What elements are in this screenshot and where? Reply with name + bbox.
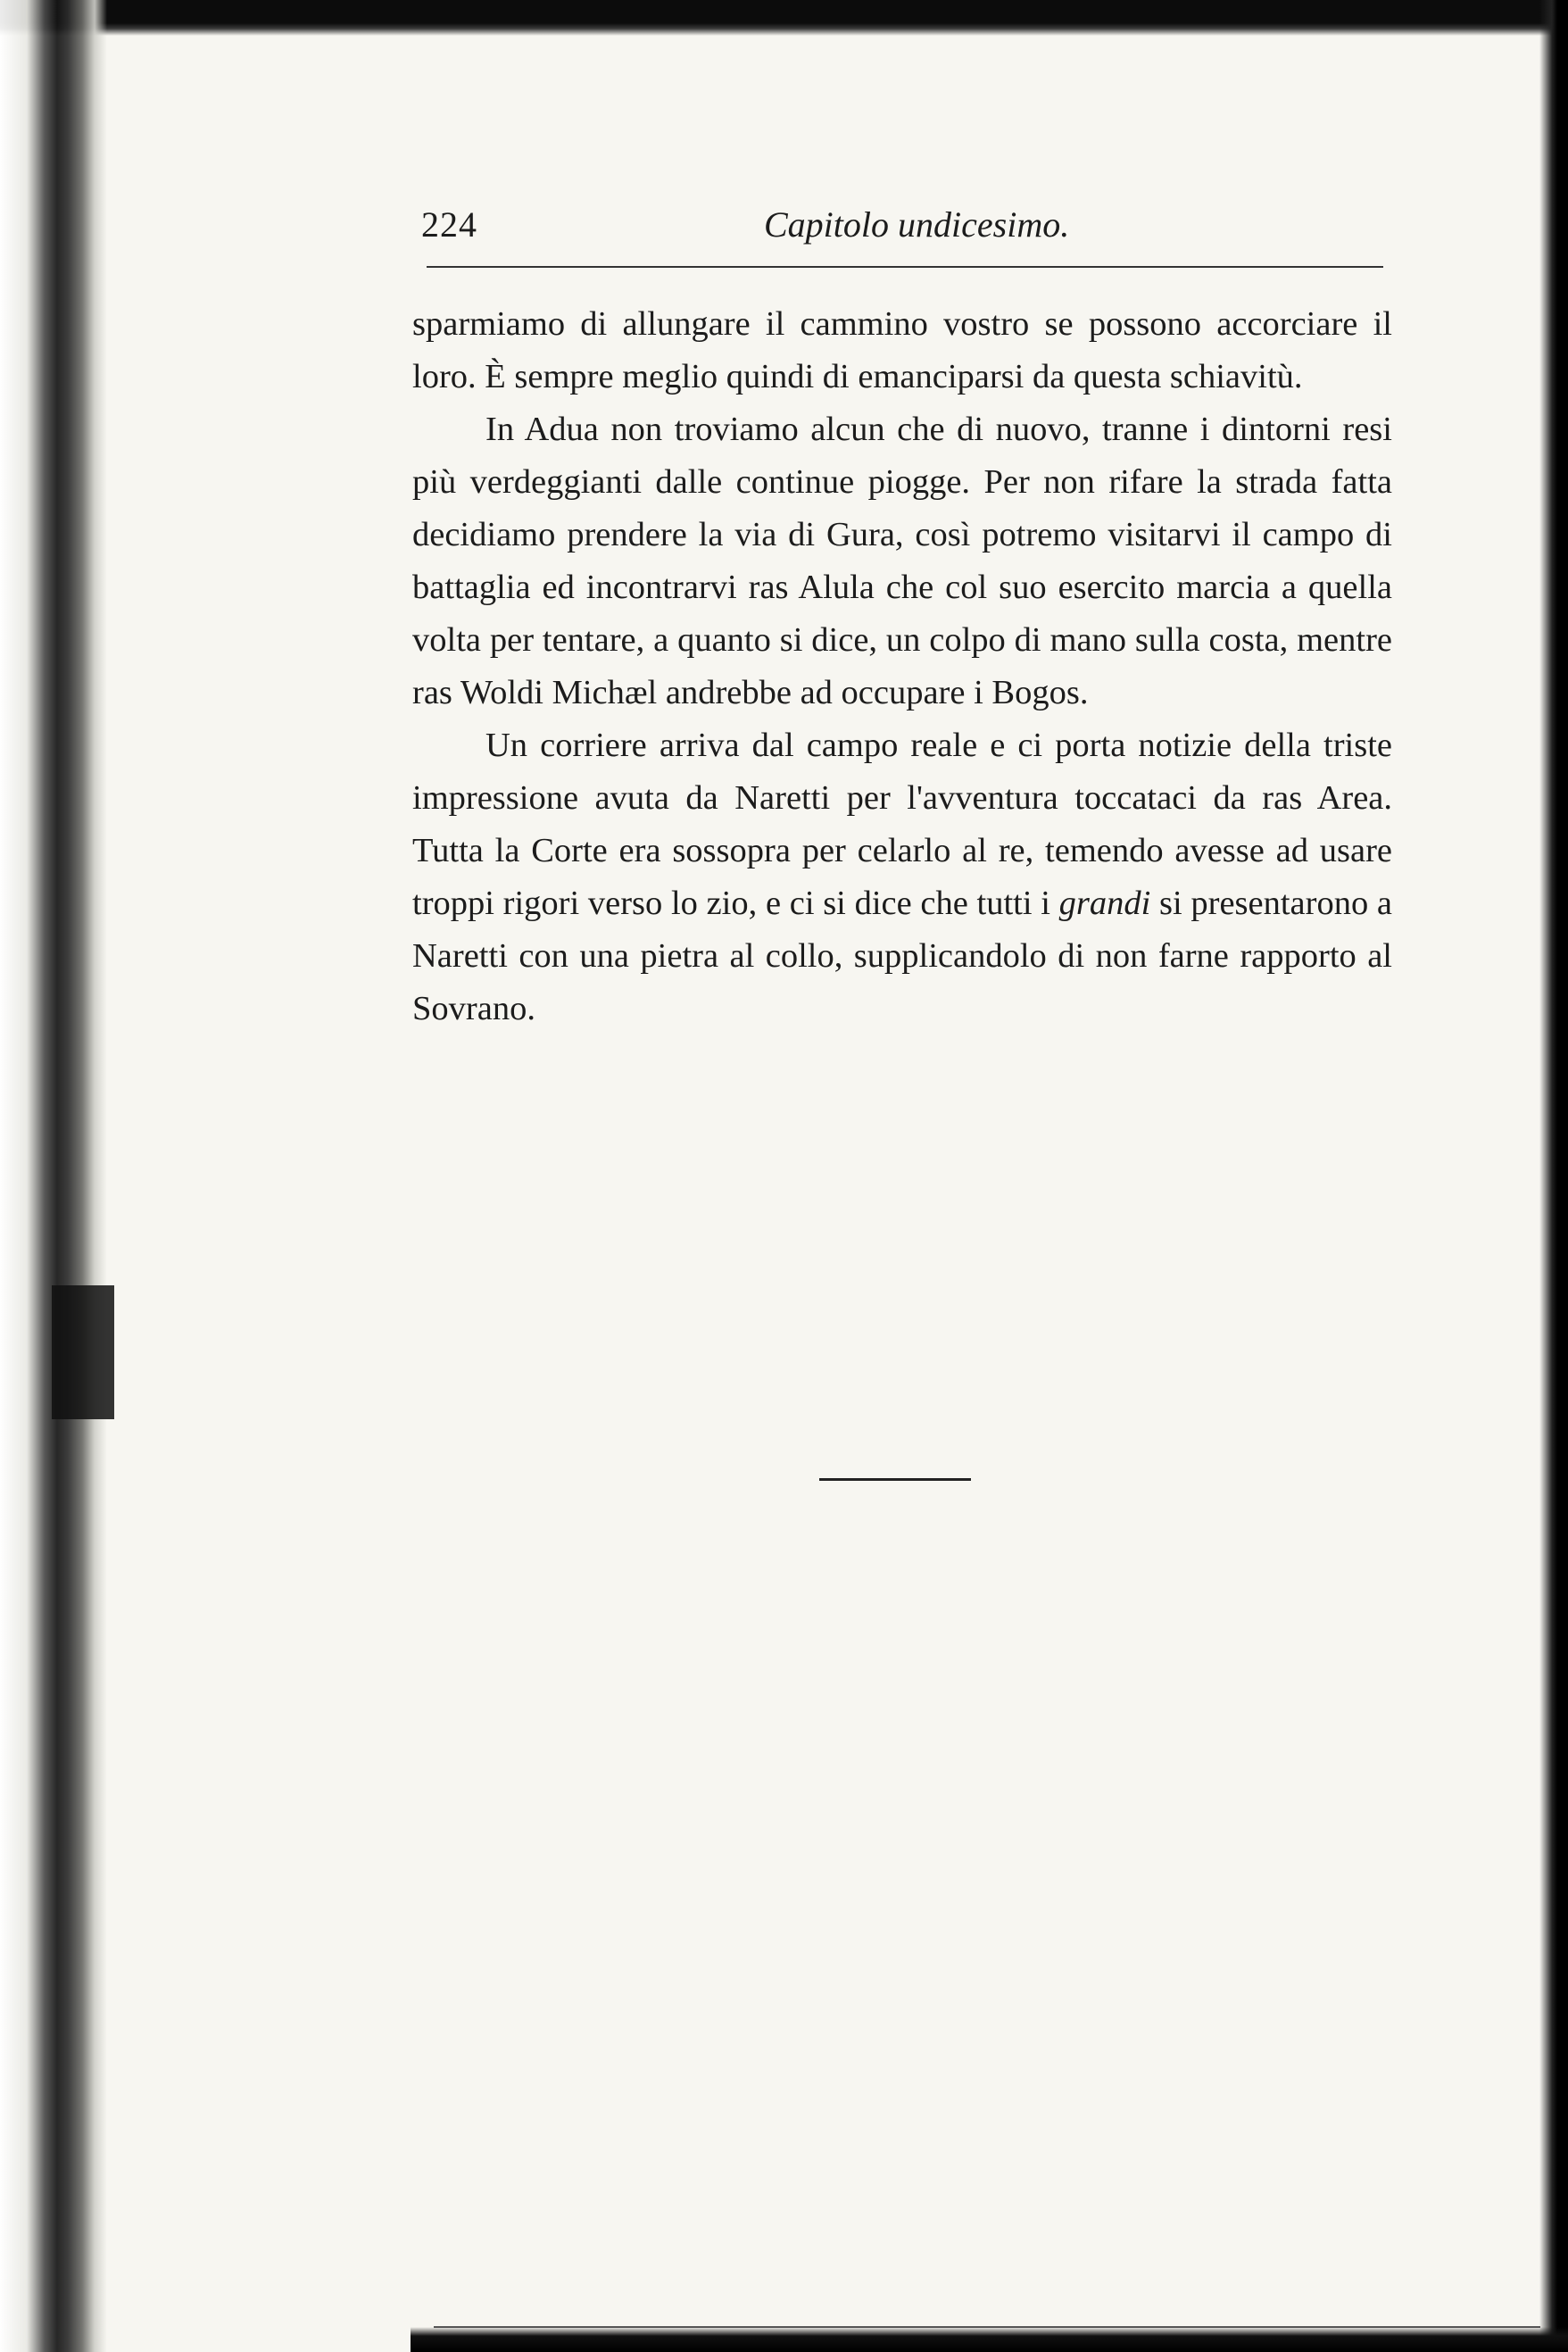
paragraph-3-italic: grandi: [1058, 885, 1151, 922]
paragraph-3-text: Un corriere arriva dal campo reale e ci porta notizie della triste impressione avuta da Naretti per l'avventura toccataci da ras Area. Tutta la Corte era sossopra per celarlo al re, temendo avesse ad usare troppi rigori verso lo zio, e ci si dice che tutti i: [412, 727, 1392, 922]
bottom-rule: [434, 2326, 1540, 2328]
header-rule: [427, 266, 1383, 268]
scan-right-edge: [1539, 0, 1568, 2352]
page-header: [409, 198, 1390, 252]
paragraph-2: [412, 403, 1392, 719]
scan-bottom-edge: [411, 2327, 1568, 2352]
paragraph-3: [412, 719, 1392, 1035]
section-end-rule: [819, 1478, 971, 1481]
page-number: 224: [421, 204, 477, 245]
scan-binding-edge: [0, 0, 107, 2352]
paragraph-2-text: In Adua non troviamo alcun che di nuovo, tranne i dintorni resi più verdeggianti dalle continue piogge. Per non rifare la strada fatta decidiamo prendere la via di Gura, così potremo visitarvi il campo di battaglia ed incontrarvi ras Alula che col suo esercito marcia a quella volta per tentare, a quanto si dice, un colpo di mano sulla costa, mentre ras Woldi Michæl andrebbe ad occupare i Bogos.: [412, 411, 1392, 711]
body-text: [412, 298, 1392, 1035]
paragraph-3-text-end: si presentarono a Naretti con una pietra al collo, supplicandolo di non farne rapporto al Sovrano.: [412, 885, 1392, 1027]
paragraph-1-text: sparmiamo di allungare il cammino vostro se possono accorciare il loro. È sempre meglio quindi di emanciparsi da questa schiavitù.: [412, 305, 1392, 395]
scan-top-edge: [0, 0, 1568, 36]
paragraph-1: [412, 298, 1392, 403]
running-head: Capitolo undicesimo.: [764, 204, 1070, 245]
scan-binding-shadow: [52, 1285, 114, 1419]
